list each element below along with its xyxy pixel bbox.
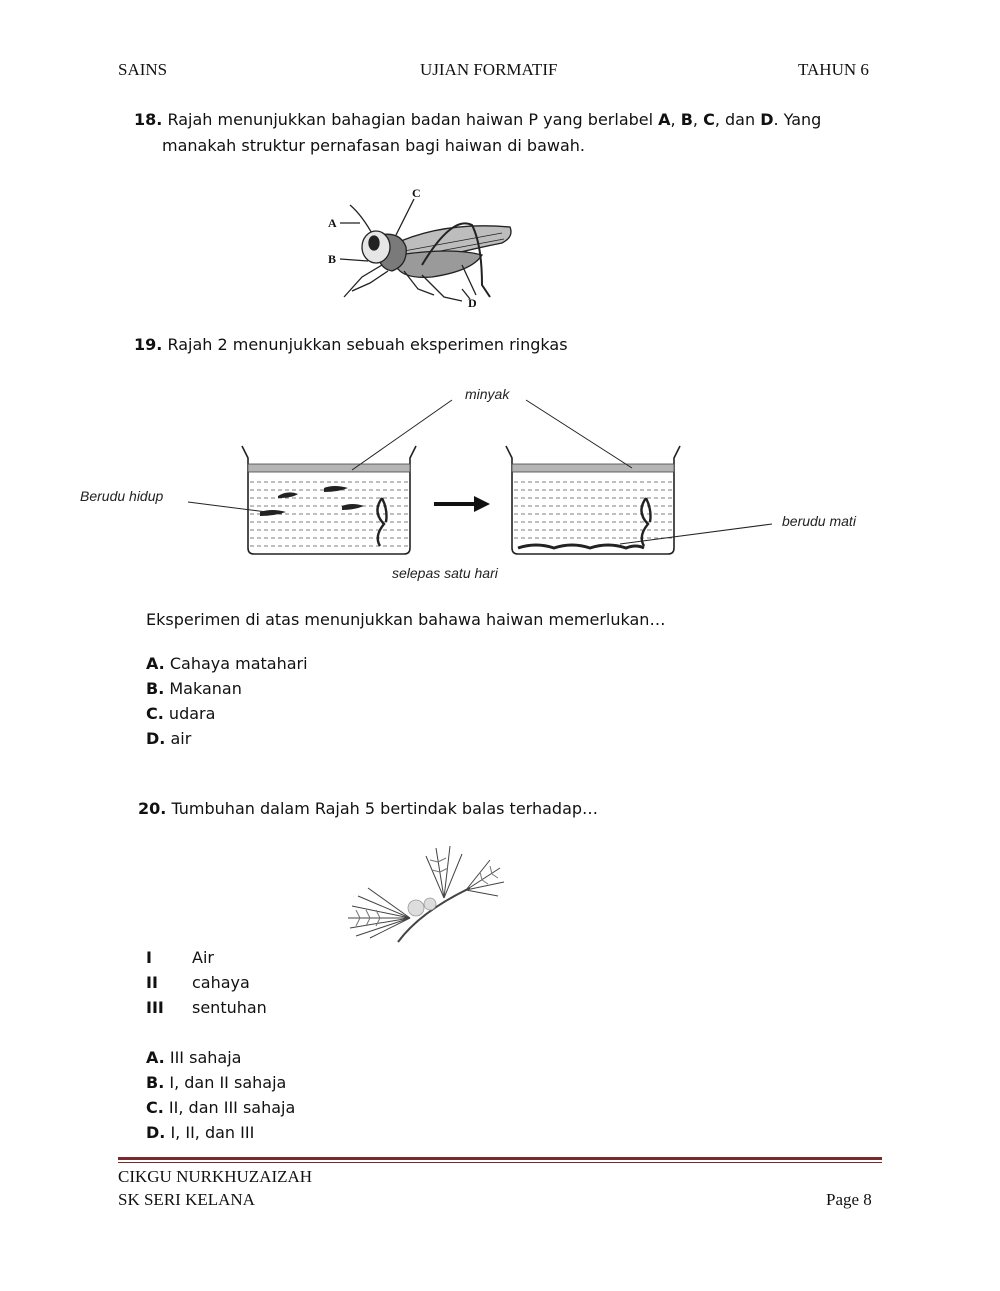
header-year: TAHUN 6 [798,60,869,79]
option-letter: B. [146,679,165,698]
header-subject: SAINS [118,60,168,79]
q19-option[interactable] [146,651,308,676]
q19-option[interactable] [146,676,308,701]
option-text: III sahaja [169,1048,242,1067]
label-berudu-mati: berudu mati [782,513,856,529]
statement-numeral: III [146,998,164,1017]
q20-number: 20. [138,799,167,818]
statement-row [146,995,446,1020]
q20-option[interactable] [146,1045,295,1070]
q18-text-post: . Yang [773,110,822,129]
statement-row [146,945,446,970]
option-text: I, II, dan III [170,1123,255,1142]
footer-school: SK SERI KELANA [118,1190,255,1209]
statement-text: cahaya [192,973,250,992]
diagram-label-d: D [468,296,477,310]
footer-page-number: Page 8 [826,1190,872,1209]
q20-option[interactable] [146,1120,295,1145]
q20-text: Tumbuhan dalam Rajah 5 bertindak balas terhadap… [171,799,599,818]
option-letter: B. [146,1073,165,1092]
q20-options [146,1045,295,1145]
q18-label-a: A [658,110,671,129]
q20-option[interactable] [146,1095,295,1120]
q18-label-c: C [703,110,715,129]
plant-stem [398,888,470,942]
diagram-label-b: B [328,252,337,266]
option-text: udara [168,704,216,723]
option-letter: D. [146,1123,166,1142]
option-letter: C. [146,1098,164,1117]
q19-option[interactable] [146,726,308,751]
flower-buds [408,898,436,916]
q18-text-pre: Rajah menunjukkan bahagian badan haiwan P yang berlabel [167,110,659,129]
option-text: Makanan [169,679,242,698]
q18-sep1: , [670,110,681,129]
q20-option[interactable] [146,1070,295,1095]
mimosa-plant-illustration [340,842,510,946]
q18-line2: manakah struktur pernafasan bagi haiwan di bawah. [162,136,585,155]
experiment-leader-lines [0,0,1000,600]
diagram-label-a: A [328,216,337,230]
statement-row [146,970,446,995]
label-minyak: minyak [465,386,510,402]
option-text: I, dan II sahaja [169,1073,287,1092]
footer-teacher: CIKGU NURKHUZAIZAH [118,1167,313,1186]
q20-statements [146,945,446,1020]
statement-text: sentuhan [192,998,267,1017]
option-text: Cahaya matahari [169,654,308,673]
option-text: air [170,729,192,748]
option-letter: D. [146,729,166,748]
q18-number: 18. [134,110,163,129]
option-letter: A. [146,1048,165,1067]
leaflet-right [466,860,504,896]
footer-rule-thick [118,1157,882,1160]
q19-options [146,651,308,751]
q19-number: 19. [134,335,163,354]
q19-option[interactable] [146,701,308,726]
q20-line [138,796,598,822]
q19-stem: Eksperimen di atas menunjukkan bahawa haiwan memerlukan… [146,610,666,629]
footer-rule-thin [118,1162,882,1163]
q18-label-b: B [680,110,693,129]
q18-sep3: , dan [714,110,761,129]
statement-numeral: I [146,948,152,967]
header-title: UJIAN FORMATIF [420,60,558,79]
leaflet-top [426,846,462,898]
label-selepas-satu-hari: selepas satu hari [392,565,498,581]
q18-sep2: , [692,110,704,129]
q18-label-d: D [760,110,774,129]
leaflet-left [348,888,410,938]
q19-text: Rajah 2 menunjukkan sebuah eksperimen ringkas [167,335,568,354]
statement-numeral: II [146,973,158,992]
statement-text: Air [192,948,214,967]
option-text: II, dan III sahaja [168,1098,296,1117]
option-letter: C. [146,704,164,723]
option-letter: A. [146,654,165,673]
diagram-label-c: C [412,186,421,200]
label-berudu-hidup: Berudu hidup [80,488,164,504]
